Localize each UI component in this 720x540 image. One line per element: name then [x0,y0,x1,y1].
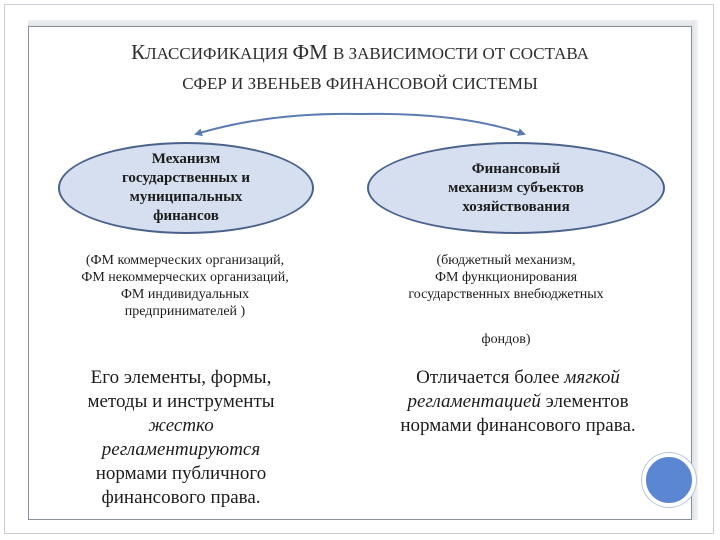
body-left-line-3: жестко [148,415,214,436]
body-left [50,366,312,510]
body-left-line-1: Его элементы, формы, [90,367,272,388]
body-left-line-2: методы и инструменты [87,391,275,412]
title-cap-1: К [131,40,146,64]
ellipse-business-finance-mechanism [367,142,665,234]
ellipse-left-label: Механизм государственных и муниципальных финансов [121,151,251,224]
ellipse-right-label: Финансовый механизм субъектов хозяйствования [448,160,584,215]
body-right-line-2a: регламентацией [407,391,541,412]
note-left: (ФМ коммерческих организаций, ФМ некоммерческих организаций, ФМ индивидуальных предпринимателей ) [81,253,289,319]
body-right-line-1b: мягкой [564,367,620,388]
ellipse-state-finance-mechanism [58,142,314,234]
body-right-line-2b: элементов [540,391,629,412]
title-smallcaps-1: ЛАССИФИКАЦИЯ [145,44,293,63]
body-left-line-5: нормами публичного [95,463,267,484]
title-cap-2: ФМ [292,40,333,64]
body-left-line-6: финансового права. [101,487,261,508]
title-line-2-text: СФЕР И ЗВЕНЬЕВ ФИНАНСОВОЙ СИСТЕМЫ [182,74,538,93]
body-right-line-1a: Отличается более [416,367,565,388]
note-right-tail: фондов) [481,332,531,347]
title-smallcaps-2: В ЗАВИСИМОСТИ ОТ СОСТАВА [333,44,589,63]
note-right: (бюджетный механизм, ФМ функционирования государственных внебюджетных [408,253,604,302]
arrow-right [360,114,524,134]
body-left-line-4: регламентируются [101,439,261,460]
body-right [368,366,668,438]
body-right-line-3: нормами финансового права. [400,415,636,436]
decorative-corner-circle [642,453,696,507]
arrow-left [196,114,360,134]
